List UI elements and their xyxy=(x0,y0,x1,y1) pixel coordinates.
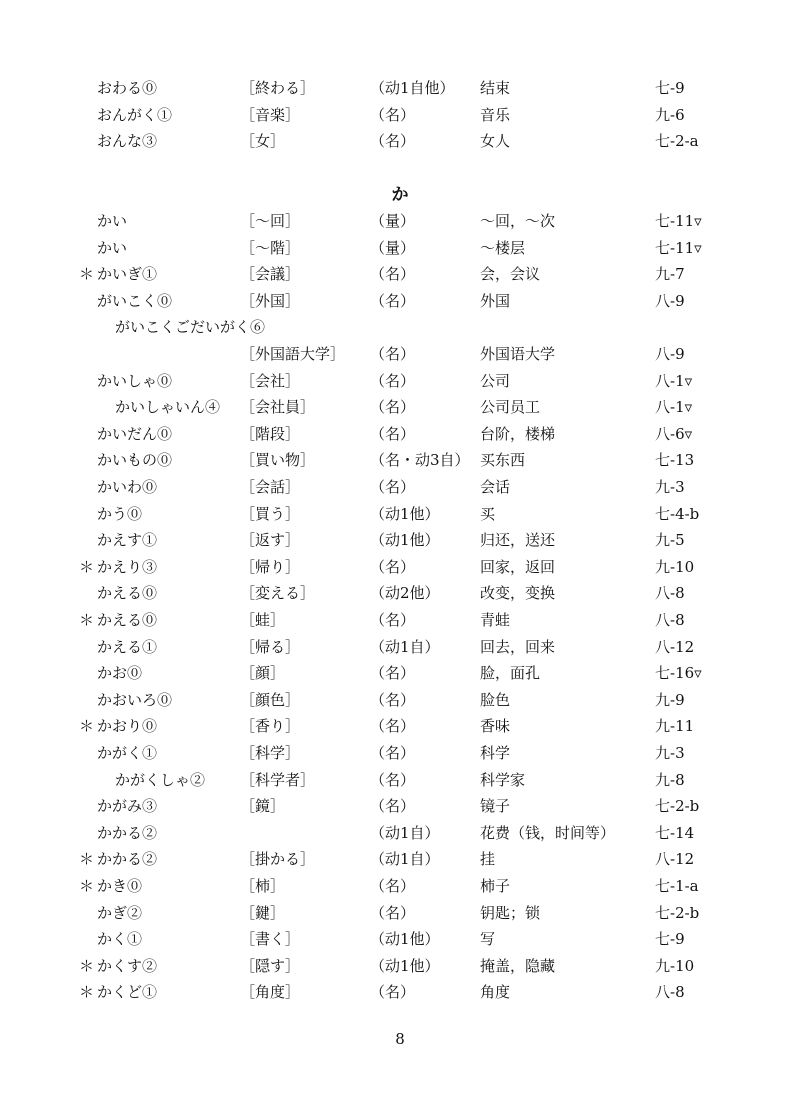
entry-part-of-speech: （名） xyxy=(370,478,416,496)
entry-meaning: ～回，～次 xyxy=(480,212,556,230)
entry-kanji: ［買う］ xyxy=(240,504,301,523)
entry-part-of-speech: （动1自） xyxy=(370,850,440,869)
entry-kanji: ［鍵］ xyxy=(240,903,286,922)
entry-part-of-speech: （名） xyxy=(370,797,416,816)
entry-part-of-speech: （名） xyxy=(370,770,416,789)
entry-lesson-ref: 七-11▿ xyxy=(655,212,702,230)
vocab-entry-row xyxy=(0,767,800,793)
vocab-entry-row xyxy=(0,713,800,739)
vocab-entry-row xyxy=(0,793,800,819)
entry-kana: かき⓪ xyxy=(97,877,143,895)
entry-meaning: 花费（钱，时间等） xyxy=(480,823,616,842)
vocab-entry-row xyxy=(0,580,800,606)
vocab-entry-row xyxy=(0,341,800,367)
entry-lesson-ref: 七-14 xyxy=(655,823,695,842)
entry-meaning: 外国语大学 xyxy=(480,345,556,363)
vocab-entry-row xyxy=(0,75,800,101)
entry-lesson-ref: 九-9 xyxy=(655,690,685,709)
vocab-entry-row xyxy=(0,394,800,420)
vocab-entry-row xyxy=(0,421,800,447)
entry-meaning: 公司 xyxy=(480,371,511,390)
entry-part-of-speech: （名） xyxy=(370,398,416,417)
entry-kanji: ［会話］ xyxy=(240,478,301,496)
entry-meaning: 会，会议 xyxy=(480,265,541,284)
entry-part-of-speech: （名） xyxy=(370,903,416,922)
entry-kana: おんな③ xyxy=(97,132,158,151)
entry-lesson-ref: 八-8 xyxy=(655,611,685,629)
vocab-entry-row xyxy=(0,447,800,473)
vocab-entry-row xyxy=(0,501,800,527)
entry-kana: かがく① xyxy=(97,744,158,762)
entry-part-of-speech: （名） xyxy=(370,664,416,683)
entry-part-of-speech: （名） xyxy=(370,265,416,284)
entry-meaning: 挂 xyxy=(480,850,496,869)
entry-kanji: ［会議］ xyxy=(240,265,301,284)
entry-kanji: ［外国語大学］ xyxy=(240,345,346,363)
entry-part-of-speech: （名・动3自） xyxy=(370,451,470,470)
entry-part-of-speech: （动1他） xyxy=(370,930,440,949)
entry-lesson-ref: 七-2-b xyxy=(655,903,700,922)
entry-kanji: ［音楽］ xyxy=(240,105,301,124)
vocab-entry-row xyxy=(0,740,800,766)
vocab-entry-row xyxy=(0,900,800,926)
entry-part-of-speech: （动2他） xyxy=(370,584,440,603)
entry-part-of-speech: （名） xyxy=(370,744,416,762)
entry-kanji: ［掛かる］ xyxy=(240,850,316,869)
entry-meaning: 科学 xyxy=(480,744,511,762)
entry-kana: かい xyxy=(97,212,128,230)
entry-kana: かがみ③ xyxy=(97,797,158,816)
entry-kanji: ［階段］ xyxy=(240,424,301,443)
vocab-entry-row xyxy=(0,368,800,394)
entry-meaning: 掩盖，隐藏 xyxy=(480,956,556,975)
entry-lesson-ref: 七-9 xyxy=(655,79,685,97)
entry-lesson-ref: 七-2-b xyxy=(655,797,700,816)
entry-meaning: 脸色 xyxy=(480,690,511,709)
entry-part-of-speech: （动1自） xyxy=(370,823,440,842)
entry-part-of-speech: （动1他） xyxy=(370,504,440,523)
entry-meaning: 科学家 xyxy=(480,770,526,789)
entry-kanji: ［変える］ xyxy=(240,584,316,603)
entry-lesson-ref: 九-11 xyxy=(655,717,695,736)
entry-lesson-ref: 七-13 xyxy=(655,451,695,470)
entry-part-of-speech: （量） xyxy=(370,212,416,230)
entry-lesson-ref: 七-16▿ xyxy=(655,664,702,683)
entry-part-of-speech: （名） xyxy=(370,291,416,310)
entry-star-mark: ＊ xyxy=(79,983,95,1002)
entry-star-mark: ＊ xyxy=(79,850,95,869)
entry-kana: かいわ⓪ xyxy=(97,478,158,496)
entry-kana: かぎ② xyxy=(97,903,143,922)
entry-meaning: 青蛙 xyxy=(480,611,511,629)
vocab-entry-row xyxy=(0,634,800,660)
entry-kanji: ［柿］ xyxy=(240,877,286,895)
entry-part-of-speech: （动1自） xyxy=(370,637,440,656)
entry-meaning: 柿子 xyxy=(480,877,511,895)
entry-meaning: 女人 xyxy=(480,132,511,151)
entry-kanji: ［返す］ xyxy=(240,531,301,550)
entry-kana: かいだん⓪ xyxy=(97,424,173,443)
vocab-entry-row xyxy=(0,926,800,952)
entry-kana: かう⓪ xyxy=(97,504,143,523)
entry-part-of-speech: （名） xyxy=(370,132,416,151)
entry-part-of-speech: （名） xyxy=(370,611,416,629)
entry-meaning: 钥匙；锁 xyxy=(480,903,541,922)
entry-kana: かえる⓪ xyxy=(97,584,158,603)
entry-kana: おんがく① xyxy=(97,105,173,124)
entry-star-mark: ＊ xyxy=(79,557,95,576)
entry-kanji: ［会社員］ xyxy=(240,398,316,417)
entry-kanji: ［買い物］ xyxy=(240,451,316,470)
vocab-entry-row xyxy=(0,979,800,1005)
entry-lesson-ref: 七-11▿ xyxy=(655,238,702,257)
entry-lesson-ref: 九-5 xyxy=(655,531,685,550)
entry-meaning: 改变，变换 xyxy=(480,584,556,603)
entry-meaning: 脸，面孔 xyxy=(480,664,541,683)
entry-part-of-speech: （名） xyxy=(370,424,416,443)
vocab-entry-row xyxy=(0,474,800,500)
entry-kana: かいもの⓪ xyxy=(97,451,173,470)
vocab-entry-row xyxy=(0,953,800,979)
entry-lesson-ref: 八-12 xyxy=(655,850,695,869)
entry-meaning: 角度 xyxy=(480,983,511,1002)
entry-lesson-ref: 九-10 xyxy=(655,557,695,576)
entry-part-of-speech: （动1自他） xyxy=(370,79,455,97)
entry-kanji: ［～階］ xyxy=(240,238,301,257)
vocab-entry-row xyxy=(0,235,800,261)
vocab-entry-row xyxy=(0,607,800,633)
entry-kanji: ［隠す］ xyxy=(240,956,301,975)
entry-lesson-ref: 八-8 xyxy=(655,584,685,603)
entry-kana: かく① xyxy=(97,930,143,949)
vocab-entry-row xyxy=(0,846,800,872)
entry-kanji: ［女］ xyxy=(240,132,286,151)
entry-part-of-speech: （名） xyxy=(370,345,416,363)
vocab-entry-row xyxy=(0,102,800,128)
entry-meaning: 会话 xyxy=(480,478,511,496)
entry-star-mark: ＊ xyxy=(79,956,95,975)
entry-kanji: ［帰り］ xyxy=(240,557,301,576)
entry-kana: おわる⓪ xyxy=(97,79,158,97)
vocab-entry-row xyxy=(0,873,800,899)
entry-lesson-ref: 八-12 xyxy=(655,637,695,656)
entry-lesson-ref: 八-1▿ xyxy=(655,398,693,417)
entry-meaning: 公司员工 xyxy=(480,398,541,417)
entry-lesson-ref: 七-1-a xyxy=(655,877,699,895)
entry-kanji: ［角度］ xyxy=(240,983,301,1002)
entry-star-mark: ＊ xyxy=(79,265,95,284)
entry-meaning: 镜子 xyxy=(480,797,511,816)
entry-kana: かお⓪ xyxy=(97,664,143,683)
entry-lesson-ref: 八-8 xyxy=(655,983,685,1002)
entry-lesson-ref: 八-9 xyxy=(655,291,685,310)
entry-part-of-speech: （动1他） xyxy=(370,956,440,975)
entry-meaning: 台阶，楼梯 xyxy=(480,424,556,443)
entry-kana: がいこく⓪ xyxy=(97,291,173,310)
entry-kanji: ［顔色］ xyxy=(240,690,301,709)
entry-lesson-ref: 八-6▿ xyxy=(655,424,693,443)
entry-lesson-ref: 九-3 xyxy=(655,744,685,762)
entry-lesson-ref: 七-2-a xyxy=(655,132,699,151)
entry-meaning: 香味 xyxy=(480,717,511,736)
entry-lesson-ref: 八-9 xyxy=(655,345,685,363)
entry-meaning: ～楼层 xyxy=(480,238,526,257)
vocab-entry-row xyxy=(0,128,800,154)
entry-kanji: ［顔］ xyxy=(240,664,286,683)
entry-kana: がいこくごだいがく⑥ xyxy=(115,318,266,337)
entry-kana: かえす① xyxy=(97,531,158,550)
entry-kana: かおり⓪ xyxy=(97,717,158,736)
entry-lesson-ref: 九-3 xyxy=(655,478,685,496)
entry-star-mark: ＊ xyxy=(79,877,95,895)
entry-lesson-ref: 九-10 xyxy=(655,956,695,975)
entry-kana: かがくしゃ② xyxy=(115,770,206,789)
entry-part-of-speech: （名） xyxy=(370,717,416,736)
entry-lesson-ref: 七-9 xyxy=(655,930,685,949)
vocab-entry-row xyxy=(0,820,800,846)
entry-kanji: ［終わる］ xyxy=(240,79,316,97)
entry-meaning: 音乐 xyxy=(480,105,511,124)
entry-kana: かえる⓪ xyxy=(97,611,158,629)
entry-kanji: ［蛙］ xyxy=(240,611,286,629)
vocab-entry-row xyxy=(0,660,800,686)
entry-kana: かえる① xyxy=(97,637,158,656)
entry-kanji: ［鏡］ xyxy=(240,797,286,816)
vocab-entry-row xyxy=(0,288,800,314)
entry-lesson-ref: 九-7 xyxy=(655,265,685,284)
entry-kanji: ［外国］ xyxy=(240,291,301,310)
entry-kana: かいしゃ⓪ xyxy=(97,371,173,390)
entry-kanji: ［～回］ xyxy=(240,212,301,230)
entry-kanji: ［科学］ xyxy=(240,744,301,762)
vocab-entry-row xyxy=(0,554,800,580)
entry-meaning: 回家，返回 xyxy=(480,557,556,576)
entry-part-of-speech: （名） xyxy=(370,690,416,709)
entry-lesson-ref: 九-8 xyxy=(655,770,685,789)
entry-part-of-speech: （量） xyxy=(370,238,416,257)
entry-kana: かかる② xyxy=(97,823,158,842)
entry-kana: かかる② xyxy=(97,850,158,869)
entry-meaning: 外国 xyxy=(480,291,511,310)
vocab-entry-row xyxy=(0,687,800,713)
entry-lesson-ref: 七-4-b xyxy=(655,504,700,523)
entry-meaning: 买东西 xyxy=(480,451,526,470)
entry-kana: かえり③ xyxy=(97,557,158,576)
entry-meaning: 结束 xyxy=(480,79,511,97)
entry-kana: かくど① xyxy=(97,983,158,1002)
entry-kanji: ［香り］ xyxy=(240,717,301,736)
entry-kanji: ［書く］ xyxy=(240,930,301,949)
entry-kana: かい xyxy=(97,238,128,257)
entry-kana: かいしゃいん④ xyxy=(115,398,221,417)
section-heading: か xyxy=(391,185,409,205)
entry-meaning: 归还，送还 xyxy=(480,531,556,550)
vocab-entry-row xyxy=(0,261,800,287)
page-number: 8 xyxy=(395,1030,405,1048)
entry-part-of-speech: （名） xyxy=(370,877,416,895)
entry-part-of-speech: （名） xyxy=(370,105,416,124)
entry-meaning: 写 xyxy=(480,930,496,949)
entry-kanji: ［科学者］ xyxy=(240,770,316,789)
entry-star-mark: ＊ xyxy=(79,717,95,736)
entry-meaning: 回去，回来 xyxy=(480,637,556,656)
entry-kana: かおいろ⓪ xyxy=(97,690,173,709)
vocab-entry-row xyxy=(0,527,800,553)
entry-star-mark: ＊ xyxy=(79,611,95,629)
entry-part-of-speech: （动1他） xyxy=(370,531,440,550)
entry-part-of-speech: （名） xyxy=(370,983,416,1002)
vocab-entry-row xyxy=(0,208,800,234)
vocab-entry-row xyxy=(0,314,800,340)
entry-meaning: 买 xyxy=(480,504,496,523)
entry-lesson-ref: 九-6 xyxy=(655,105,685,124)
entry-part-of-speech: （名） xyxy=(370,371,416,390)
entry-lesson-ref: 八-1▿ xyxy=(655,371,693,390)
entry-part-of-speech: （名） xyxy=(370,557,416,576)
entry-kana: かくす② xyxy=(97,956,158,975)
entry-kanji: ［会社］ xyxy=(240,371,301,390)
entry-kanji: ［帰る］ xyxy=(240,637,301,656)
entry-kana: かいぎ① xyxy=(97,265,158,284)
